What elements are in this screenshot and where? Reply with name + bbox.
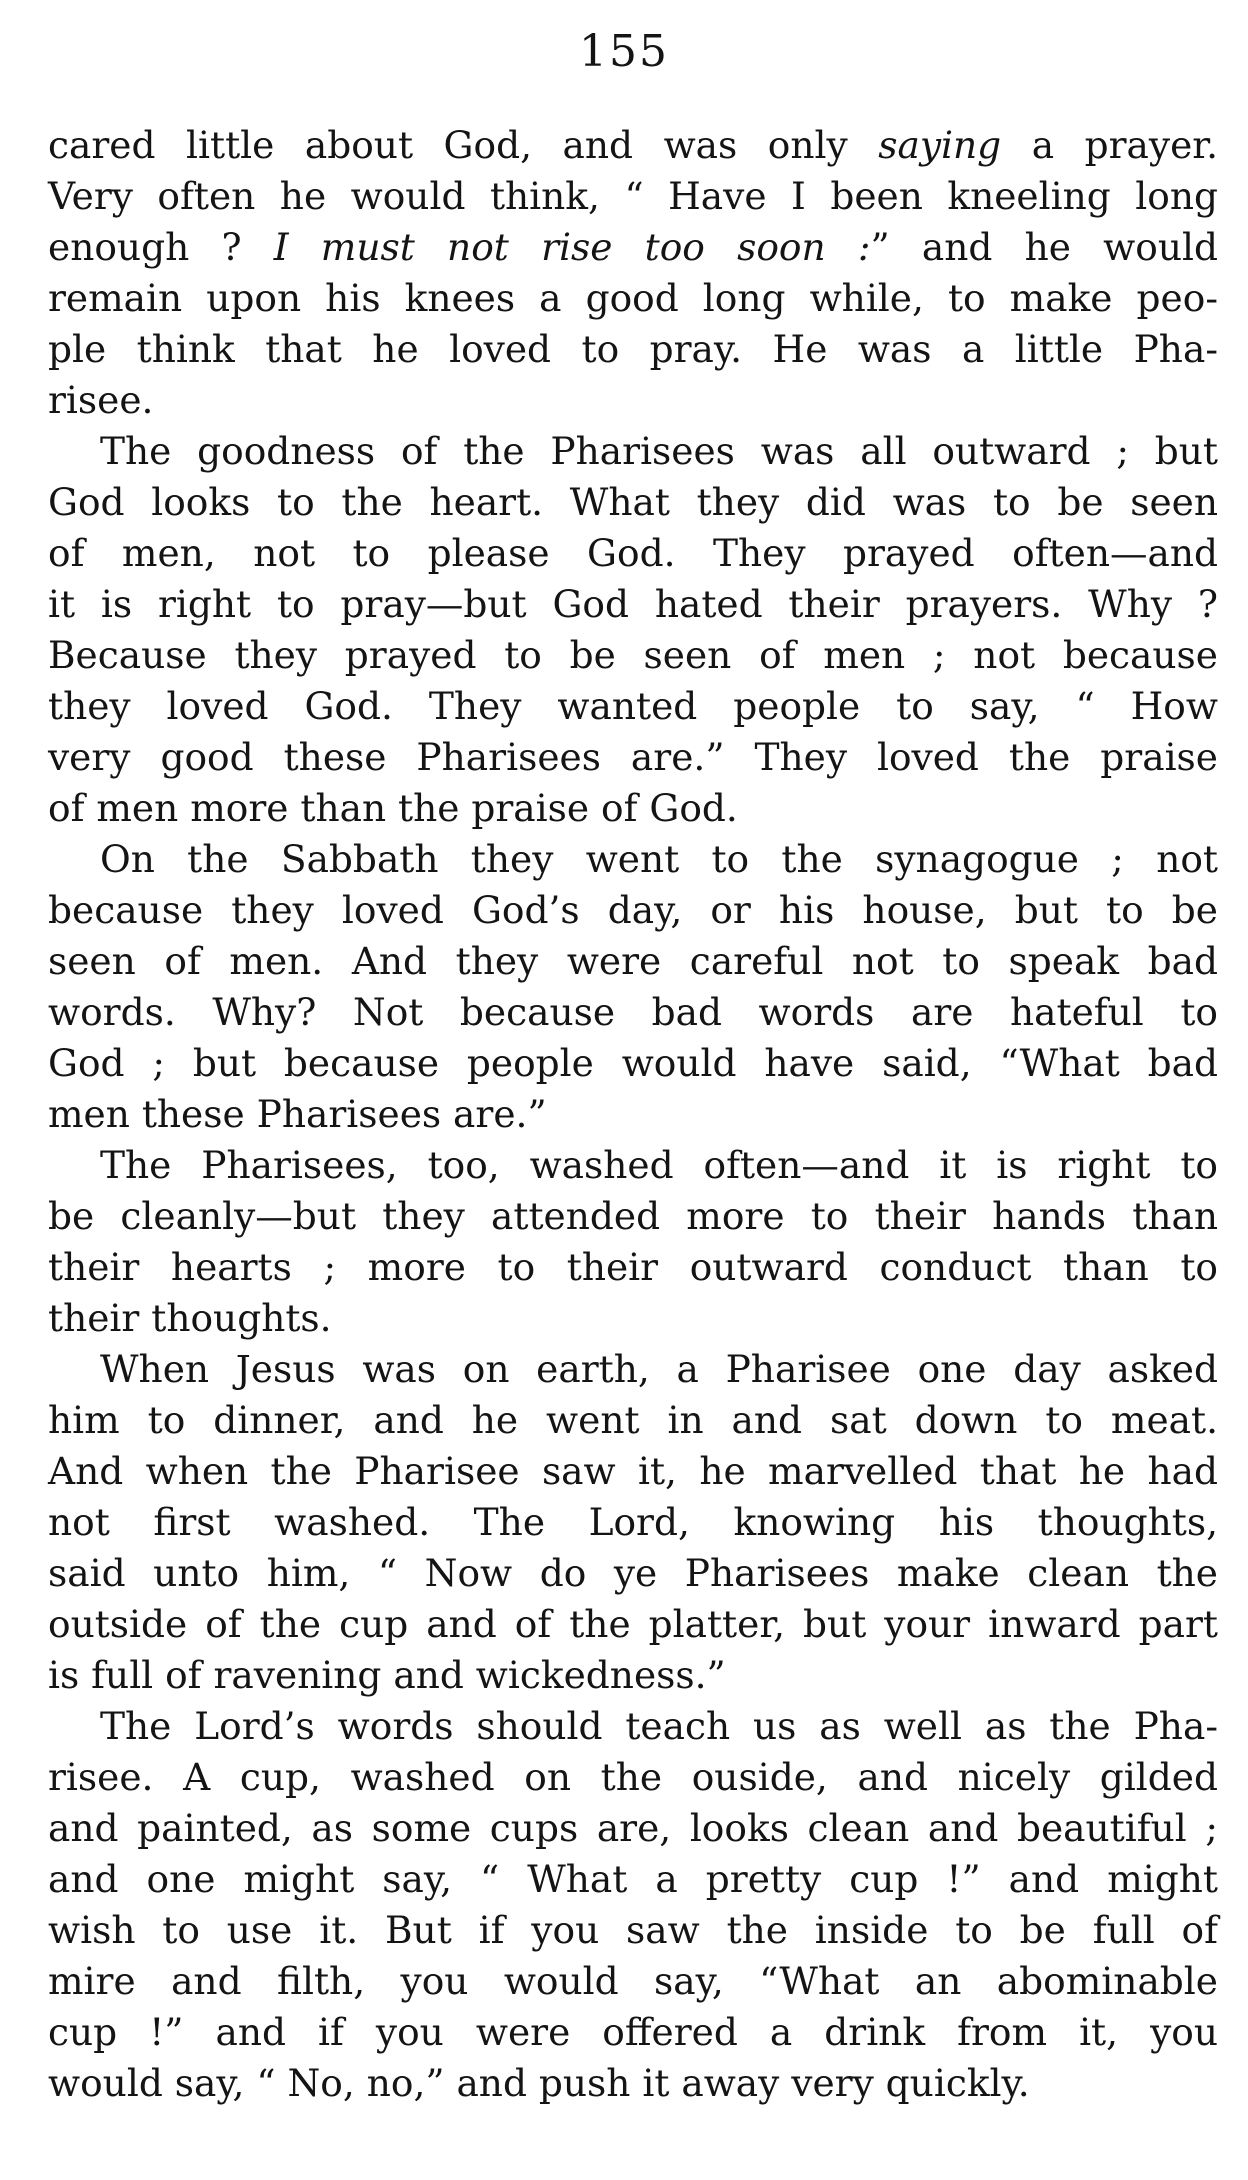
text-run: remain upon his knees a good long while, to make peo-	[48, 276, 1218, 320]
text-run: their hearts ; more to their outward conduct than to	[48, 1245, 1218, 1289]
paragraph	[48, 426, 1218, 834]
text-line	[48, 1242, 1218, 1293]
text-run: enough ?	[48, 225, 274, 269]
text-line	[48, 1650, 1218, 1701]
text-line	[48, 171, 1218, 222]
text-line	[48, 1752, 1218, 1803]
text-line	[48, 1956, 1218, 2007]
text-line	[48, 681, 1218, 732]
text-line	[48, 1395, 1218, 1446]
italic-text-run: I must not rise too soon :	[273, 225, 871, 269]
text-run: risee.	[48, 378, 154, 422]
text-line	[48, 120, 1218, 171]
text-run: ple think that he loved to pray. He was a little Pha-	[48, 327, 1218, 371]
text-run: seen of men. And they were careful not to speak bad	[48, 939, 1218, 983]
text-run: is full of ravening and wickedness.”	[48, 1653, 726, 1697]
text-run: and one might say, “ What a pretty cup !” and might	[48, 1857, 1218, 1901]
text-line	[48, 375, 1218, 426]
text-run: The Pharisees, too, washed often—and it is right to	[100, 1143, 1218, 1187]
paragraph	[48, 1701, 1218, 2109]
text-line	[48, 1701, 1218, 1752]
text-line	[48, 324, 1218, 375]
text-line	[48, 2007, 1218, 2058]
text-line	[48, 1293, 1218, 1344]
text-run: of men more than the praise of God.	[48, 786, 738, 830]
text-line	[48, 528, 1218, 579]
text-line	[48, 732, 1218, 783]
text-line	[48, 1548, 1218, 1599]
text-run: When Jesus was on earth, a Pharisee one day asked	[100, 1347, 1218, 1391]
italic-text-run: saying	[878, 123, 1002, 167]
text-run: cared little about God, and was only	[48, 123, 879, 167]
text-run: The Lord’s words should teach us as well as the Pha-	[100, 1704, 1218, 1748]
text-line	[48, 1089, 1218, 1140]
text-run: God looks to the heart. What they did was to be seen	[48, 480, 1218, 524]
text-run: men these Pharisees are.”	[48, 1092, 547, 1136]
text-run: Very often he would think, “ Have I been kneeling long	[48, 174, 1218, 218]
text-line	[48, 1905, 1218, 1956]
text-run: outside of the cup and of the platter, but your inward part	[48, 1602, 1218, 1646]
text-line	[48, 834, 1218, 885]
text-run: wish to use it. But if you saw the inside to be full of	[48, 1908, 1218, 1952]
text-run: And when the Pharisee saw it, he marvelled that he had	[48, 1449, 1218, 1493]
text-line	[48, 1191, 1218, 1242]
text-line	[48, 987, 1218, 1038]
text-line	[48, 783, 1218, 834]
text-run: and painted, as some cups are, looks clean and beautiful ;	[48, 1806, 1218, 1850]
text-run: because they loved God’s day, or his house, but to be	[48, 888, 1218, 932]
text-run: Because they prayed to be seen of men ; not because	[48, 633, 1218, 677]
text-line	[48, 579, 1218, 630]
text-run: it is right to pray—but God hated their prayers. Why ?	[48, 582, 1218, 626]
text-line	[48, 1854, 1218, 1905]
text-run: would say, “ No, no,” and push it away very quickly.	[48, 2061, 1030, 2105]
text-line	[48, 2058, 1218, 2109]
text-line	[48, 1497, 1218, 1548]
text-run: ” and he would	[870, 225, 1218, 269]
text-line	[48, 1599, 1218, 1650]
paragraph	[48, 834, 1218, 1140]
text-run: be cleanly—but they attended more to their hands than	[48, 1194, 1218, 1238]
paragraph	[48, 1140, 1218, 1344]
text-run: they loved God. They wanted people to say, “ How	[48, 684, 1218, 728]
text-line	[48, 222, 1218, 273]
text-run: words. Why? Not because bad words are hateful to	[48, 990, 1218, 1034]
text-run: a prayer.	[1001, 123, 1218, 167]
page-number: 155	[579, 26, 669, 77]
text-line	[48, 936, 1218, 987]
text-line	[48, 1446, 1218, 1497]
text-run: God ; but because people would have said, “What bad	[48, 1041, 1218, 1085]
text-line	[48, 1140, 1218, 1191]
text-line	[48, 1344, 1218, 1395]
text-run: their thoughts.	[48, 1296, 332, 1340]
text-run: said unto him, “ Now do ye Pharisees make clean the	[48, 1551, 1218, 1595]
text-line	[48, 426, 1218, 477]
text-run: On the Sabbath they went to the synagogue ; not	[100, 837, 1218, 881]
text-run: cup !” and if you were offered a drink from it, you	[48, 2010, 1218, 2054]
text-line	[48, 273, 1218, 324]
text-run: him to dinner, and he went in and sat down to meat.	[48, 1398, 1218, 1442]
text-run: The goodness of the Pharisees was all outward ; but	[100, 429, 1218, 473]
text-line	[48, 885, 1218, 936]
text-line	[48, 477, 1218, 528]
text-run: not first washed. The Lord, knowing his thoughts,	[48, 1500, 1218, 1544]
text-run: very good these Pharisees are.” They loved the praise	[48, 735, 1218, 779]
paragraph	[48, 1344, 1218, 1701]
text-line	[48, 1803, 1218, 1854]
text-line	[48, 630, 1218, 681]
text-run: mire and filth, you would say, “What an abominable	[48, 1959, 1218, 2003]
body-text	[48, 120, 1218, 2109]
text-line	[48, 1038, 1218, 1089]
text-run: risee. A cup, washed on the ouside, and nicely gilded	[48, 1755, 1218, 1799]
text-run: of men, not to please God. They prayed often—and	[48, 531, 1218, 575]
paragraph	[48, 120, 1218, 426]
